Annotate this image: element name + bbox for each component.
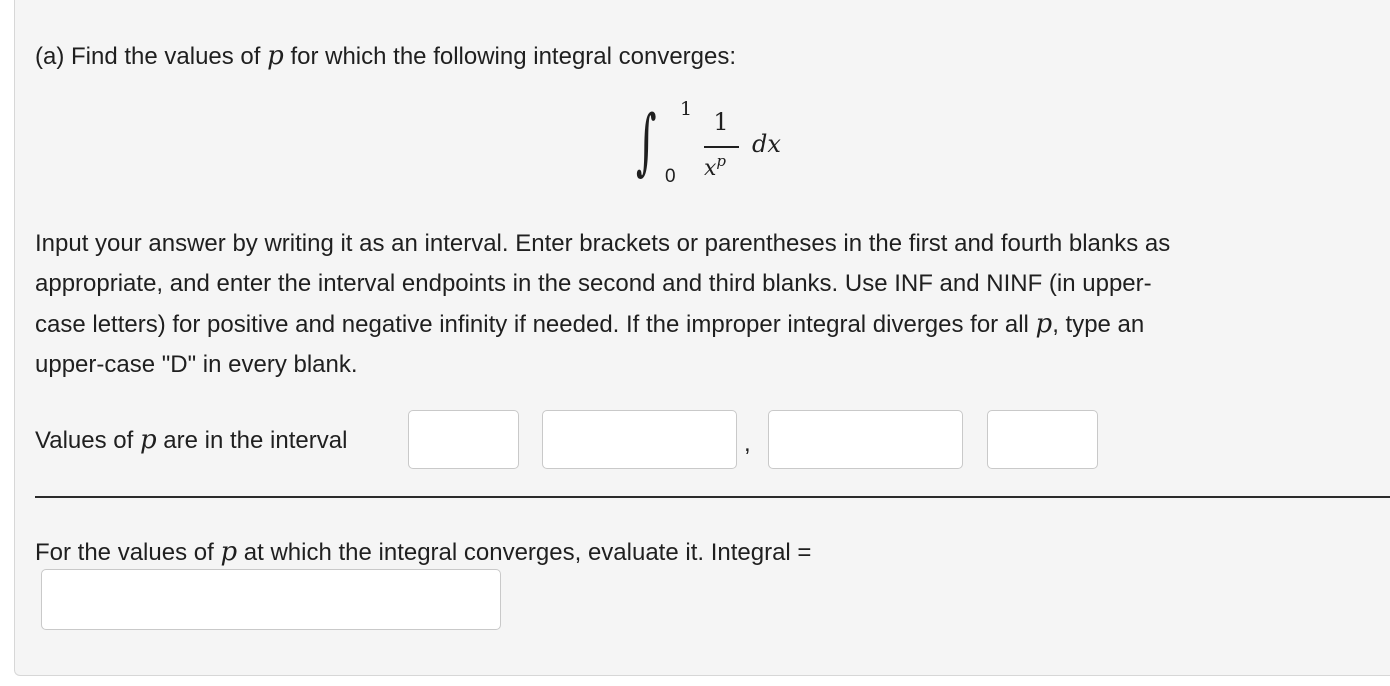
- interval-label-variable: p: [139, 425, 157, 455]
- section-divider: [35, 496, 1390, 498]
- interval-label: [35, 420, 347, 461]
- upper-endpoint-input[interactable]: [768, 410, 963, 469]
- evaluate-suffix: at which the integral converges, evaluate it. Integral =: [243, 539, 812, 566]
- question-text: [35, 36, 736, 77]
- interval-label-prefix: Values of: [35, 427, 134, 454]
- instructions: [35, 224, 1380, 385]
- instructions-variable: p: [1035, 309, 1053, 339]
- instructions-line-4: upper-case "D" in every blank.: [35, 351, 358, 378]
- integral-sign: ∫: [636, 99, 657, 183]
- fraction-denominator: [704, 152, 726, 181]
- fraction-bar: [704, 146, 739, 148]
- integral-upper-limit: 1: [680, 98, 693, 120]
- instructions-line-3-end: , type an: [1052, 311, 1145, 338]
- right-bracket-input[interactable]: [987, 410, 1098, 469]
- denominator-exponent: p: [716, 152, 727, 170]
- denominator-base: x: [704, 156, 717, 181]
- fraction-numerator: 1: [713, 108, 729, 136]
- interval-comma: ,: [744, 430, 751, 457]
- evaluate-prefix: For the values of: [35, 539, 214, 566]
- left-bracket-input[interactable]: [408, 410, 519, 469]
- instructions-line-1: Input your answer by writing it as an interval. Enter brackets or parentheses in the first and fourth blanks as: [35, 230, 1171, 257]
- integral-expression: [636, 96, 806, 196]
- integral-value-input[interactable]: [41, 569, 501, 630]
- instructions-line-3: [35, 304, 1380, 345]
- question-variable: p: [267, 41, 284, 71]
- integral-lower-limit: 0: [665, 166, 676, 187]
- evaluate-prompt: [35, 532, 811, 573]
- instructions-line-3-text: case letters) for positive and negative infinity if needed. If the improper integral diverges for all: [35, 311, 1029, 338]
- lower-endpoint-input[interactable]: [542, 410, 737, 469]
- question-suffix: for which the following integral converges:: [290, 43, 737, 70]
- instructions-line-2: appropriate, and enter the interval endpoints in the second and third blanks. Use INF and NINF (in upper-: [35, 270, 1152, 297]
- question-prefix: (a) Find the values of: [35, 43, 261, 70]
- integral-differential: dx: [752, 130, 781, 158]
- interval-label-suffix: are in the interval: [163, 427, 348, 454]
- evaluate-variable: p: [220, 537, 238, 567]
